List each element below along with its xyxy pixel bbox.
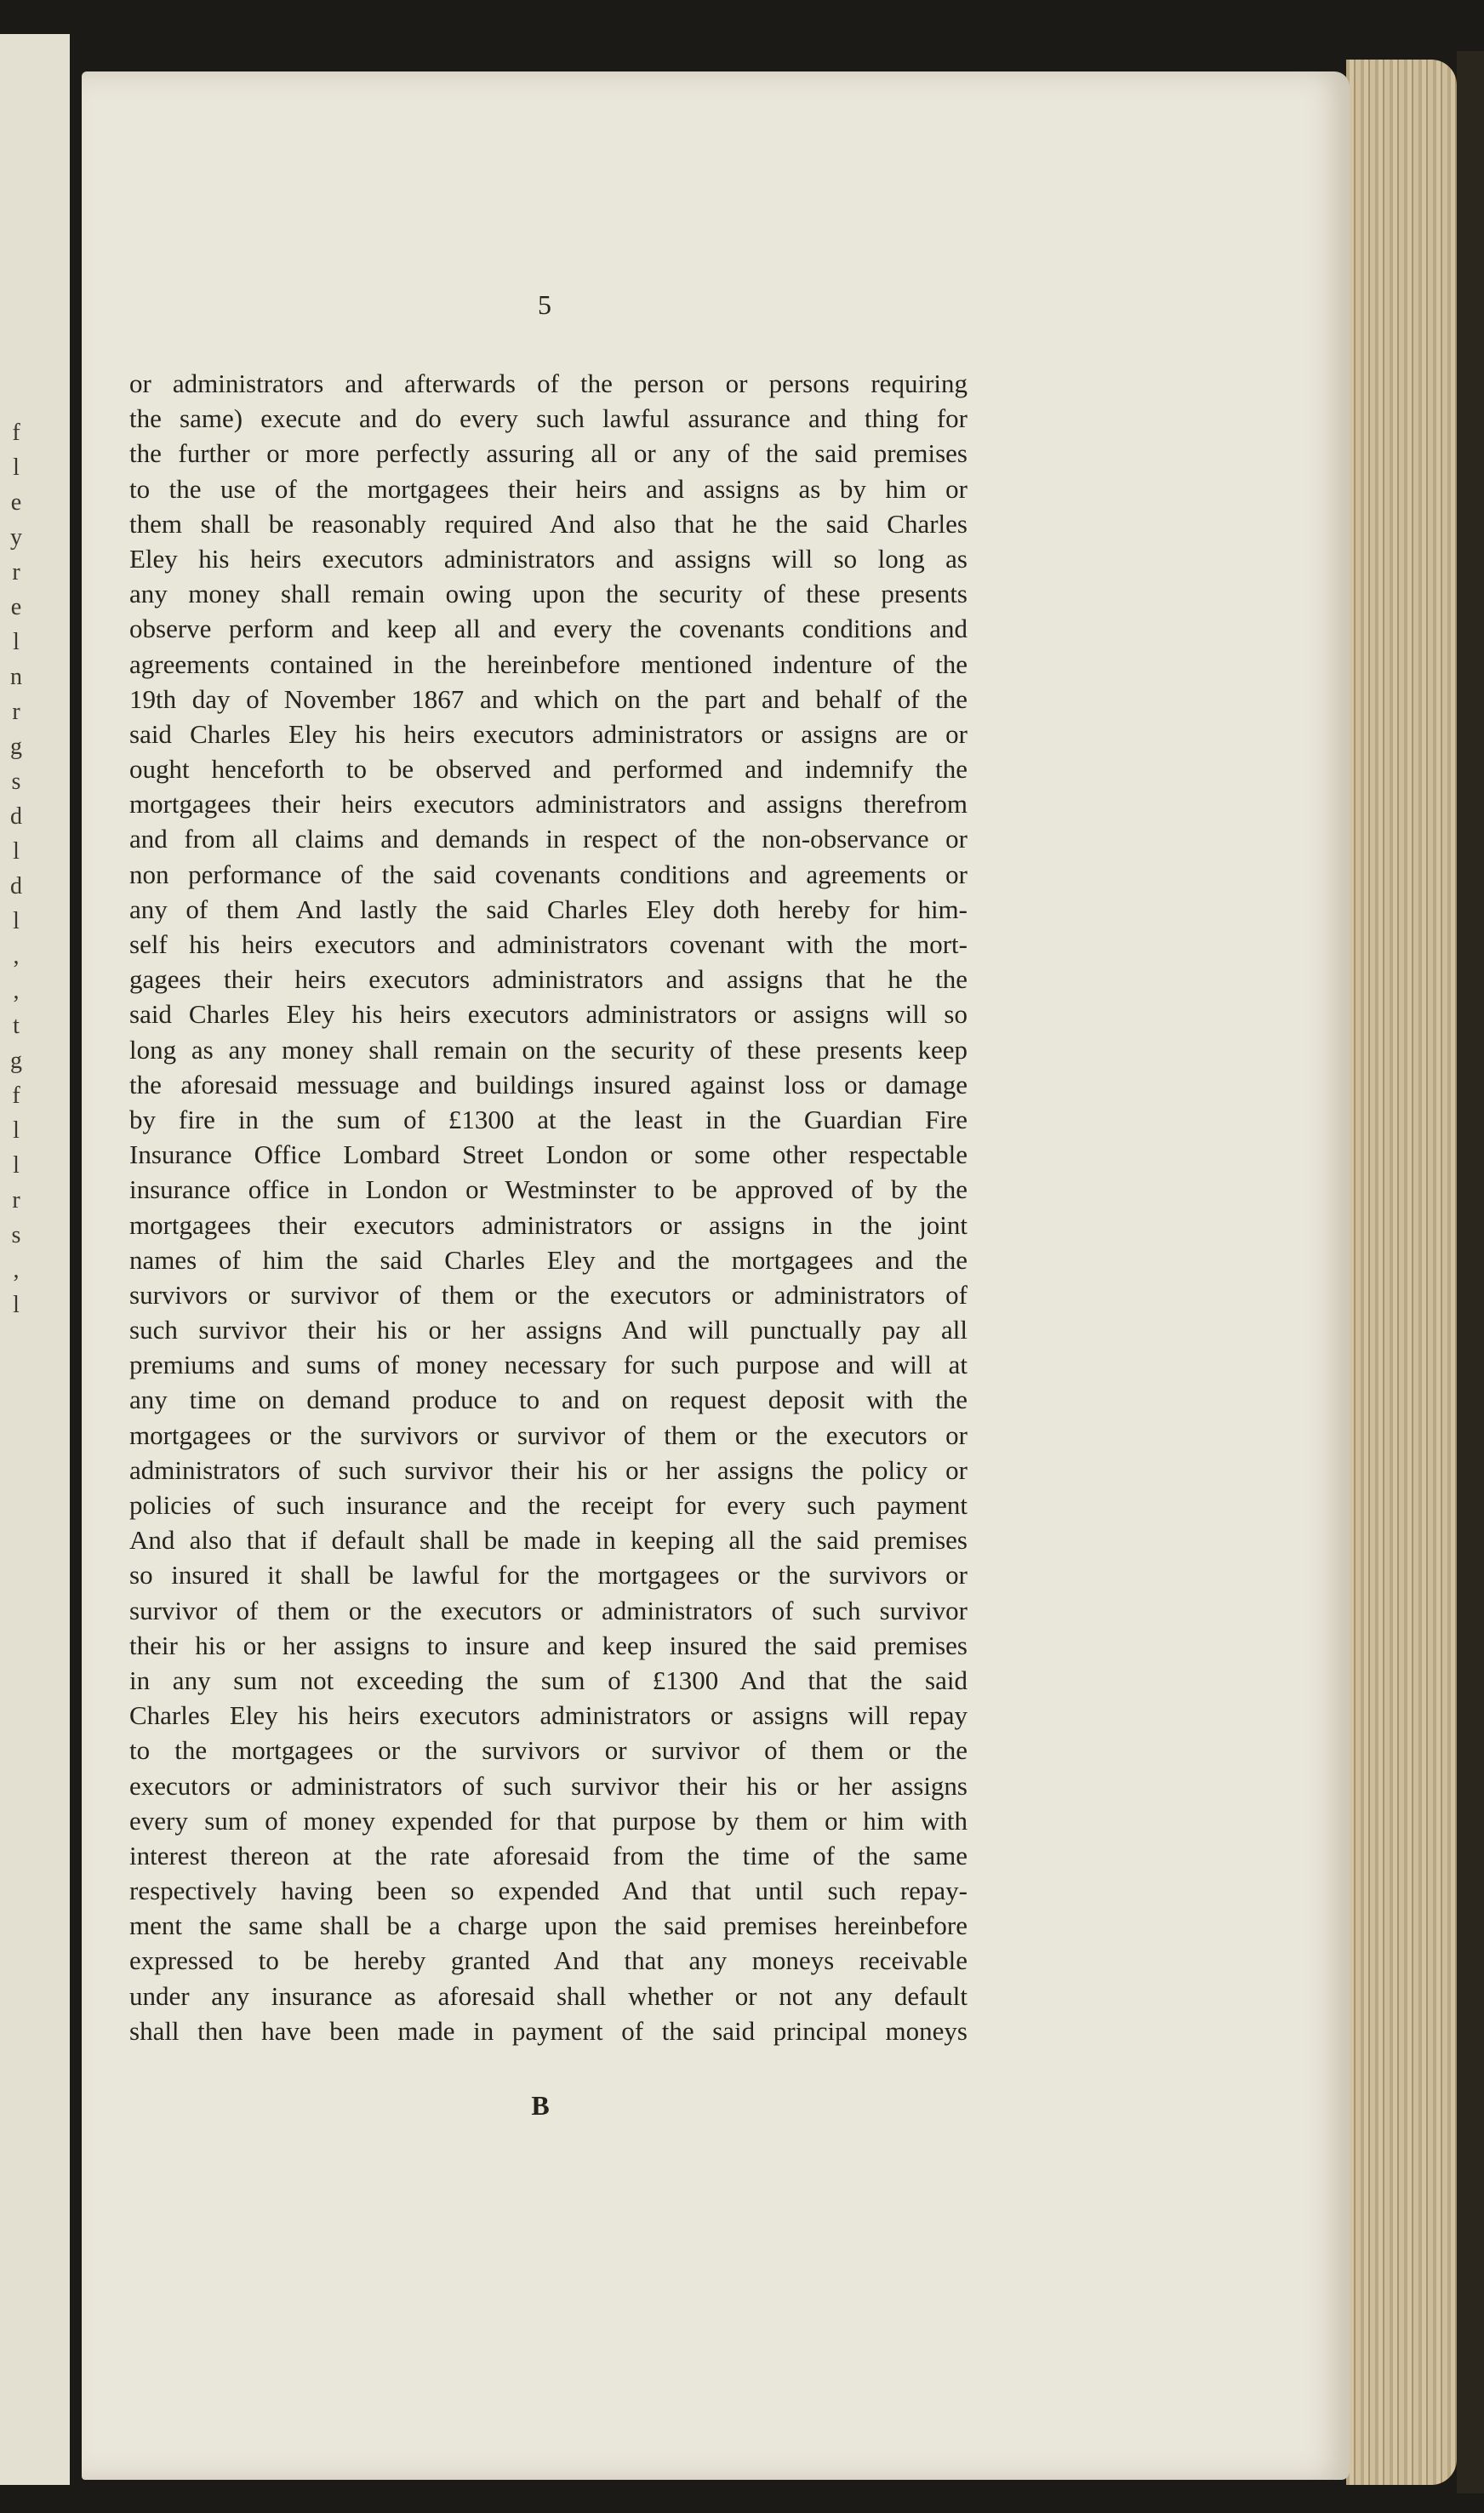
text-line: every sum of money expended for that purpose by them or him with xyxy=(129,1805,967,1836)
facing-page-fragment: l xyxy=(13,454,20,481)
facing-page-fragment: g xyxy=(10,734,22,760)
facing-page-fragments xyxy=(3,415,29,1322)
text-line: so insured it shall be lawful for the mortgagees or the survivors or xyxy=(129,1560,967,1591)
text-line: long as any money shall remain on the security of these presents keep xyxy=(129,1034,967,1065)
facing-page-fragment: , xyxy=(13,978,20,1004)
signature-mark: B xyxy=(531,2090,550,2121)
facing-page-fragment: n xyxy=(10,664,22,690)
facing-page-fragment: r xyxy=(12,559,20,585)
text-line: under any insurance as aforesaid shall whether or not any default xyxy=(129,1980,967,2011)
text-line: their his or her assigns to insure and keep insured the said premises xyxy=(129,1630,967,1660)
text-line: the further or more perfectly assuring all or any of the said premises xyxy=(129,438,967,469)
facing-page-fragment: s xyxy=(11,1222,21,1248)
text-line: any money shall remain owing upon the security of these presents xyxy=(129,579,967,609)
facing-page-fragment: s xyxy=(11,768,21,795)
text-line: names of him the said Charles Eley and the mortgagees and the xyxy=(129,1244,967,1275)
text-line: to the mortgagees or the survivors or survivor of them or the xyxy=(129,1735,967,1766)
text-line: expressed to be hereby granted And that any moneys receivable xyxy=(129,1945,967,1976)
facing-page-fragment: l xyxy=(13,838,20,865)
text-line: 19th day of November 1867 and which on the part and behalf of the xyxy=(129,683,967,714)
facing-page-fragment: l xyxy=(13,1292,20,1318)
facing-page-fragment: f xyxy=(12,1082,20,1109)
text-line: agreements contained in the hereinbefore mentioned indenture of the xyxy=(129,648,967,679)
text-line: gagees their heirs executors administrators and assigns that he the xyxy=(129,964,967,995)
text-line: mortgagees their executors administrators or assigns in the joint xyxy=(129,1209,967,1240)
facing-page-fragment: r xyxy=(12,1187,20,1214)
text-line: any time on demand produce to and on request deposit with the xyxy=(129,1385,967,1415)
text-line: them shall be reasonably required And also that he the said Charles xyxy=(129,508,967,539)
text-line: shall then have been made in payment of the said principal moneys xyxy=(129,2015,967,2046)
text-line: Insurance Office Lombard Street London or some other respectable xyxy=(129,1139,967,1170)
text-line: interest thereon at the rate aforesaid from the time of the same xyxy=(129,1840,967,1870)
facing-page-fragment: g xyxy=(10,1048,22,1074)
facing-page-fragment: y xyxy=(10,524,22,551)
text-line: said Charles Eley his heirs executors administrators or assigns are or xyxy=(129,718,967,749)
text-line: by fire in the sum of £1300 at the least in the Guardian Fire xyxy=(129,1104,967,1134)
body-text xyxy=(129,366,967,2048)
facing-page-fragment: f xyxy=(12,420,20,446)
facing-page-fragment: e xyxy=(10,489,22,516)
text-line: premiums and sums of money necessary for such purpose and will at xyxy=(129,1350,967,1380)
text-line: survivors or survivor of them or the executors or administrators of xyxy=(129,1279,967,1310)
text-line: in any sum not exceeding the sum of £1300 And that the said xyxy=(129,1665,967,1695)
facing-page-fragment: l xyxy=(13,629,20,655)
text-line: self his heirs executors and administrators covenant with the mort- xyxy=(129,929,967,959)
book-page-edges xyxy=(1346,60,1457,2485)
facing-page-fragment: r xyxy=(12,699,20,725)
page-number: 5 xyxy=(538,289,551,320)
facing-page-fragment: d xyxy=(10,873,22,900)
facing-page-edge xyxy=(0,34,70,2485)
text-line: or administrators and afterwards of the person or persons requiring xyxy=(129,368,967,398)
text-line: the aforesaid messuage and buildings insured against loss or damage xyxy=(129,1069,967,1099)
text-line: respectively having been so expended And that until such repay- xyxy=(129,1876,967,1906)
text-line: Eley his heirs executors administrators and assigns will so long as xyxy=(129,543,967,574)
facing-page-fragment: l xyxy=(13,1152,20,1179)
text-line: ought henceforth to be observed and performed and indemnify the xyxy=(129,754,967,785)
facing-page-fragment: l xyxy=(13,1117,20,1144)
facing-page-fragment: , xyxy=(13,1257,20,1283)
text-line: administrators of such survivor their his or her assigns the policy or xyxy=(129,1454,967,1485)
facing-page-fragment: l xyxy=(13,908,20,934)
text-line: any of them And lastly the said Charles Eley doth hereby for him- xyxy=(129,894,967,924)
text-line: the same) execute and do every such lawful assurance and thing for xyxy=(129,403,967,434)
facing-page-fragment: , xyxy=(13,943,20,969)
text-line: And also that if default shall be made in keeping all the said premises xyxy=(129,1525,967,1556)
text-line: policies of such insurance and the receipt for every such payment xyxy=(129,1490,967,1520)
text-line: said Charles Eley his heirs executors administrators or assigns will so xyxy=(129,999,967,1030)
facing-page-fragment: d xyxy=(10,803,22,830)
text-line: non performance of the said covenants conditions and agreements or xyxy=(129,859,967,889)
text-line: to the use of the mortgagees their heirs and assigns as by him or xyxy=(129,473,967,504)
text-line: executors or administrators of such survivor their his or her assigns xyxy=(129,1770,967,1801)
text-line: ment the same shall be a charge upon the said premises hereinbefore xyxy=(129,1910,967,1941)
text-line: insurance office in London or Westminster to be approved of by the xyxy=(129,1174,967,1205)
facing-page-fragment: t xyxy=(13,1013,20,1039)
book-cover-edge xyxy=(1457,51,1484,2493)
text-line: Charles Eley his heirs executors administrators or assigns will repay xyxy=(129,1700,967,1731)
text-line: such survivor their his or her assigns And will punctually pay all xyxy=(129,1315,967,1345)
text-line: survivor of them or the executors or administrators of such survivor xyxy=(129,1595,967,1625)
text-line: and from all claims and demands in respect of the non-observance or xyxy=(129,824,967,854)
facing-page-fragment: e xyxy=(10,594,22,620)
text-line: mortgagees their heirs executors administrators and assigns therefrom xyxy=(129,789,967,820)
text-line: mortgagees or the survivors or survivor of them or the executors or xyxy=(129,1419,967,1450)
text-line: observe perform and keep all and every the covenants conditions and xyxy=(129,614,967,644)
